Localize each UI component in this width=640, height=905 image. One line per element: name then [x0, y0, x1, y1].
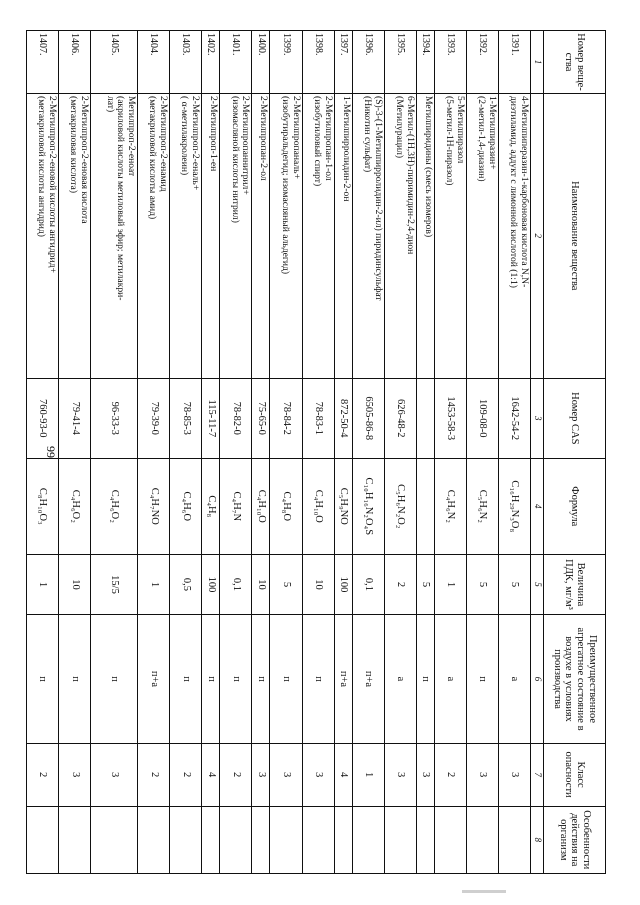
- cell-formula: C₄H₇N: [220, 458, 252, 554]
- cell-number: 1391.: [498, 31, 530, 94]
- cell-number: 1402.: [202, 31, 220, 94]
- cell-cas: 79-41-4: [59, 378, 91, 458]
- cell-formula: [416, 458, 434, 554]
- name-line: 2-Метилпропан-2-ол: [258, 96, 270, 181]
- cell-name: [384, 94, 416, 379]
- cell-state: п+а: [138, 615, 170, 743]
- cell-pdk: 10: [252, 554, 270, 615]
- table-row: [270, 31, 302, 874]
- cell-name: [466, 94, 498, 379]
- cell-features: [384, 806, 416, 873]
- table-row: [416, 31, 434, 874]
- name-line: 2-Метилпропан-1-ол: [322, 96, 334, 181]
- table-row: [302, 31, 334, 874]
- cell-number: 1400.: [252, 31, 270, 94]
- cell-cas: 78-85-3: [170, 378, 202, 458]
- header-row: [544, 31, 606, 874]
- cell-name: [270, 94, 302, 379]
- cell-pdk: 0,1: [220, 554, 252, 615]
- name-line: (2-метил-1,4-диазин): [476, 96, 488, 182]
- cell-pdk: 0,5: [170, 554, 202, 615]
- cell-class: 4: [202, 743, 220, 806]
- cell-formula: C₄H₁₀O: [252, 458, 270, 554]
- name-line: Метилпиридины (смесь изомеров): [422, 96, 434, 238]
- cell-cas: 760-93-0: [27, 378, 59, 458]
- cell-state: п: [27, 615, 59, 743]
- cell-class: 2: [220, 743, 252, 806]
- cell-cas: 6505-86-8: [352, 378, 384, 458]
- name-line: ( α-метилакролеин): [179, 96, 191, 176]
- cell-cas: 115-11-7: [202, 378, 220, 458]
- cell-number: 1405.: [91, 31, 138, 94]
- cell-formula: C₁₀H₁₆N₂O₄S: [352, 458, 384, 554]
- name-line: Метилпроп-2-еноат: [126, 96, 138, 177]
- table-row: [498, 31, 530, 874]
- substances-table: [26, 30, 606, 874]
- cell-cas: [416, 378, 434, 458]
- cell-number: 1407.: [27, 31, 59, 94]
- cell-pdk: 1: [138, 554, 170, 615]
- cell-features: [220, 806, 252, 873]
- name-line: 1-Метилпирролидин-2-он: [340, 96, 352, 202]
- cell-class: 3: [252, 743, 270, 806]
- cell-state: а: [384, 615, 416, 743]
- column-index: 7: [531, 743, 544, 806]
- name-line: 4-Метилпиперазин-1-карбоновая кислота N,N-: [519, 96, 530, 288]
- cell-state: п: [270, 615, 302, 743]
- cell-features: [138, 806, 170, 873]
- cell-name: [59, 94, 91, 379]
- name-line: 1-Метилпиразин+: [486, 96, 498, 170]
- cell-class: 2: [434, 743, 466, 806]
- column-index: 5: [531, 554, 544, 615]
- cell-class: 3: [416, 743, 434, 806]
- cell-state: п: [252, 615, 270, 743]
- cell-pdk: 0,1: [352, 554, 384, 615]
- cell-name: [138, 94, 170, 379]
- cell-cas: 626-48-2: [384, 378, 416, 458]
- cell-name: [352, 94, 384, 379]
- name-line: 2-Метилпропаннитрил+: [240, 96, 252, 195]
- name-line: (5-метил-1Н-пиразол): [444, 96, 456, 186]
- column-index: 3: [531, 378, 544, 458]
- name-line: 2-Метилпроп-2-енамид: [158, 96, 170, 192]
- cell-number: 1406.: [59, 31, 91, 94]
- name-line: (изобутиловый спирт): [311, 96, 323, 187]
- cell-formula: C₄H₆O₂: [91, 458, 138, 554]
- table-row: [384, 31, 416, 874]
- cell-features: [59, 806, 91, 873]
- cell-state: п: [59, 615, 91, 743]
- cell-features: [27, 806, 59, 873]
- cell-name: [252, 94, 270, 379]
- cell-formula: C₁₆H₂₉N₃O₈: [498, 458, 530, 554]
- name-line: (метакриловой кислоты ангидрид): [36, 96, 48, 237]
- cell-cas: 78-84-2: [270, 378, 302, 458]
- cell-features: [202, 806, 220, 873]
- name-line: (Никотин сульфат): [362, 96, 373, 173]
- table-row: [59, 31, 91, 874]
- header-state: Преимущественное агрегатное состояние в воздухе в условиях производства: [544, 615, 606, 743]
- cell-features: [170, 806, 202, 873]
- cell-features: [352, 806, 384, 873]
- cell-name: [220, 94, 252, 379]
- name-line: 2-Метилпропаналь+: [290, 96, 302, 179]
- page-number: 99: [44, 446, 58, 458]
- cell-formula: C₄H₇NO: [138, 458, 170, 554]
- header-name: Наименование вещества: [544, 94, 606, 379]
- cell-pdk: 10: [59, 554, 91, 615]
- cell-formula: C₄H₆N₂: [434, 458, 466, 554]
- column-index: 8: [531, 806, 544, 873]
- cell-cas: 1642-54-2: [498, 378, 530, 458]
- name-line: 2-Метилпроп-2-еновой кислоты ангидрид+: [47, 96, 59, 273]
- cell-formula: C₄H₈O: [270, 458, 302, 554]
- cell-features: [334, 806, 352, 873]
- cell-pdk: 5: [270, 554, 302, 615]
- cell-class: 2: [138, 743, 170, 806]
- cell-pdk: 5: [498, 554, 530, 615]
- cell-formula: C₅H₆N₂: [466, 458, 498, 554]
- cell-cas: 78-83-1: [302, 378, 334, 458]
- table-row: [434, 31, 466, 874]
- cell-state: а: [498, 615, 530, 743]
- cell-cas: 1453-58-3: [434, 378, 466, 458]
- cell-state: п: [220, 615, 252, 743]
- name-line: (акриловой кислоты метиловый эфир; метилакри-: [115, 96, 127, 301]
- cell-formula: C₄H₆O: [170, 458, 202, 554]
- header-cas: Номер CAS: [544, 378, 606, 458]
- cell-pdk: 1: [434, 554, 466, 615]
- cell-number: 1394.: [416, 31, 434, 94]
- cell-pdk: 1: [27, 554, 59, 615]
- cell-class: 3: [498, 743, 530, 806]
- cell-formula: C₈H₁₀O₃: [27, 458, 59, 554]
- cell-class: 3: [59, 743, 91, 806]
- table-row: [334, 31, 352, 874]
- name-line: (метакриловая кислота): [68, 96, 80, 194]
- cell-number: 1393.: [434, 31, 466, 94]
- scan-edge-mark: [462, 890, 506, 893]
- cell-cas: 96-33-3: [91, 378, 138, 458]
- cell-class: 1: [352, 743, 384, 806]
- cell-name: [170, 94, 202, 379]
- table-row: [202, 31, 220, 874]
- cell-class: 3: [270, 743, 302, 806]
- cell-state: п: [416, 615, 434, 743]
- cell-pdk: 15/5: [91, 554, 138, 615]
- table-body: [27, 31, 531, 874]
- cell-name: [434, 94, 466, 379]
- cell-features: [302, 806, 334, 873]
- cell-cas: 79-39-0: [138, 378, 170, 458]
- cell-class: 3: [466, 743, 498, 806]
- cell-formula: C₅H₉NO: [334, 458, 352, 554]
- cell-class: 3: [302, 743, 334, 806]
- table-row: [170, 31, 202, 874]
- cell-features: [416, 806, 434, 873]
- cell-formula: C₄H₈: [202, 458, 220, 554]
- cell-pdk: 10: [302, 554, 334, 615]
- cell-cas: 109-08-0: [466, 378, 498, 458]
- cell-pdk: 5: [416, 554, 434, 615]
- header-features: Особенности действия на организм: [544, 806, 606, 873]
- cell-features: [91, 806, 138, 873]
- cell-pdk: 5: [466, 554, 498, 615]
- column-index: 2: [531, 94, 544, 379]
- name-line: 2-Метилпроп-2-еновая кислота: [79, 96, 91, 224]
- cell-state: п+а: [352, 615, 384, 743]
- cell-state: а: [434, 615, 466, 743]
- column-index: 6: [531, 615, 544, 743]
- cell-formula: C₄H₆O₂: [59, 458, 91, 554]
- name-line: (метакриловой кислоты амид): [147, 96, 159, 220]
- cell-cas: 78-82-0: [220, 378, 252, 458]
- cell-name: [498, 94, 530, 379]
- name-line: 5-Метилпиразол: [454, 96, 466, 164]
- table-row: [91, 31, 138, 874]
- cell-cas: 872-50-4: [334, 378, 352, 458]
- cell-name: [202, 94, 220, 379]
- cell-state: п: [466, 615, 498, 743]
- cell-number: 1401.: [220, 31, 252, 94]
- name-line: 2-Метилпроп-2-еналь+: [190, 96, 202, 191]
- cell-features: [252, 806, 270, 873]
- column-index-row: [531, 31, 544, 874]
- name-line: 2-Метилпроп-1-ен: [208, 96, 220, 172]
- column-index: 1: [531, 31, 544, 94]
- cell-name: [334, 94, 352, 379]
- cell-name: [27, 94, 59, 379]
- cell-state: п: [302, 615, 334, 743]
- cell-state: п: [202, 615, 220, 743]
- header-number: Номер веще-ства: [544, 31, 606, 94]
- cell-features: [498, 806, 530, 873]
- cell-name: [302, 94, 334, 379]
- cell-class: 4: [334, 743, 352, 806]
- cell-number: 1404.: [138, 31, 170, 94]
- cell-formula: C₅H₆N₂O₂: [384, 458, 416, 554]
- cell-class: 2: [170, 743, 202, 806]
- column-index: 4: [531, 458, 544, 554]
- header-pdk: Величина ПДК, мг/м³: [544, 554, 606, 615]
- cell-features: [466, 806, 498, 873]
- name-line: лат): [104, 96, 116, 113]
- cell-number: 1399.: [270, 31, 302, 94]
- cell-features: [434, 806, 466, 873]
- name-line: 6-Метил-(1Н,3Н)-пиримидин-2,4-дион: [404, 96, 416, 255]
- cell-name: [416, 94, 434, 379]
- cell-number: 1392.: [466, 31, 498, 94]
- cell-state: п+а: [334, 615, 352, 743]
- name-line: диэтиламид, аддукт с лимонной кислотой (1:1): [508, 96, 520, 288]
- cell-number: 1395.: [384, 31, 416, 94]
- table-row: [466, 31, 498, 874]
- cell-features: [270, 806, 302, 873]
- header-class: Класс опасности: [544, 743, 606, 806]
- name-line: (S)-3-(1-Метилпирролидин-2-ил) пиридинсульфат: [372, 96, 384, 301]
- table-row: [352, 31, 384, 874]
- name-line: (Метилурацил): [394, 96, 406, 159]
- name-line: (изомасляной кислоты нитрил): [229, 96, 241, 223]
- cell-cas: 75-65-0: [252, 378, 270, 458]
- table-row: [220, 31, 252, 874]
- cell-state: п: [91, 615, 138, 743]
- table-row: [27, 31, 59, 874]
- table-row: [252, 31, 270, 874]
- cell-number: 1397.: [334, 31, 352, 94]
- cell-class: 2: [27, 743, 59, 806]
- name-line: (изобутиральдегид; изомасляный альдегид): [279, 96, 291, 275]
- rotated-table-container: [26, 30, 606, 874]
- cell-name: [91, 94, 138, 379]
- cell-pdk: 100: [334, 554, 352, 615]
- cell-class: 3: [91, 743, 138, 806]
- cell-class: 3: [384, 743, 416, 806]
- cell-number: 1396.: [352, 31, 384, 94]
- cell-number: 1403.: [170, 31, 202, 94]
- header-formula: Формула: [544, 458, 606, 554]
- cell-pdk: 2: [384, 554, 416, 615]
- cell-pdk: 100: [202, 554, 220, 615]
- cell-state: п: [170, 615, 202, 743]
- cell-number: 1398.: [302, 31, 334, 94]
- cell-formula: C₄H₁₀O: [302, 458, 334, 554]
- table-row: [138, 31, 170, 874]
